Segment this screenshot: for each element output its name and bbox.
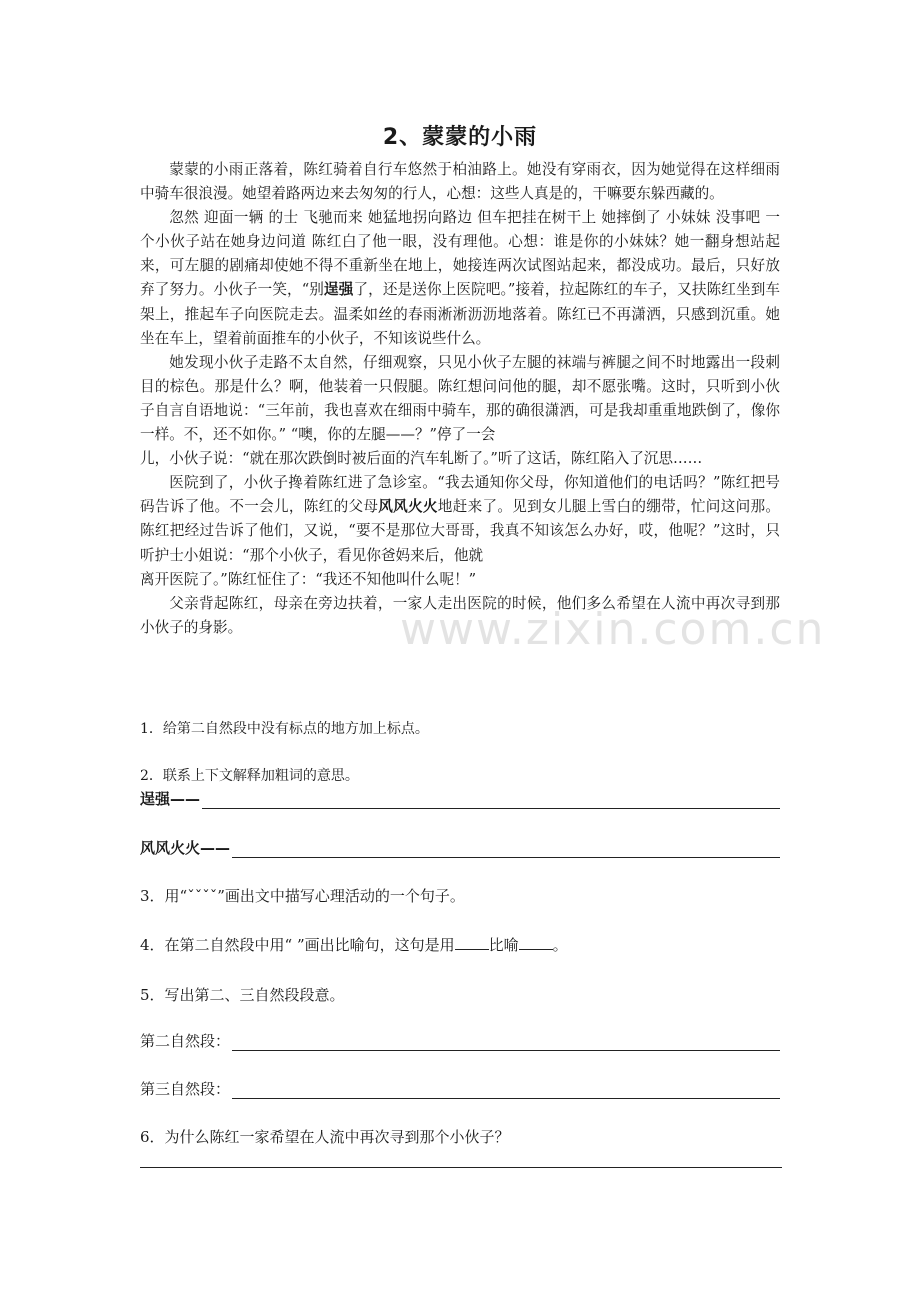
paragraph-4-continued: [140, 568, 780, 592]
paragraph-1-text: 蒙蒙的小雨正落着，陈红骑着自行车悠然于柏油路上。她没有穿雨衣，因为她觉得在这样细雨中骑车很浪漫。她望着路两边来去匆匆的行人，心想：这些人真是的，干嘛要东躲西藏的。: [140, 161, 780, 203]
answer-row-chengqiang: [140, 788, 780, 809]
question-2: 2．联系上下文解释加粗词的意思。: [140, 768, 359, 784]
paragraph-3: [140, 351, 780, 447]
paragraph-4-text-a: 医院到了，小伙子搀着陈红进了急诊室。“我去通知你父母，你知道他们的电话吗？”陈红把号码告诉了他。不一会儿，陈红的父母: [140, 474, 780, 516]
paragraph-5-text: 父亲背起陈红，母亲在旁边扶着，一家人走出医院的时候，他们多么希望在人流中再次寻到那小伙子的身影。: [140, 594, 780, 636]
question-4-text-b: 比喻: [488, 936, 519, 954]
paragraph-3-text-a: 她发现小伙子走路不太自然，仔细观察，只见小伙子左腿的袜端与裤腿之间不时地露出一段刺目的棕色。那是什么？啊，他装着一只假腿。陈红想问问他的腿，却不愿张嘴。这时，只听到小伙子自言自语地说：“三年前，我也喜欢在细雨中骑车，那的确很潇洒，可是我却重重地跌倒了，像你一样。不，还不如你。” “噢，你的左腿——？”停了一会: [140, 353, 780, 444]
question-4-text-a: 4．在第二自然段中用“ ”画出比喻句，这句是用: [140, 936, 455, 954]
para2-label: 第二自然段：: [140, 1032, 231, 1050]
paragraph-1: [140, 158, 780, 206]
answer-row-fengfenghuohuo: [140, 837, 780, 858]
paragraph-4-text-c: 离开医院了。”陈红怔住了：“我还不知他叫什么呢！”: [140, 570, 477, 588]
word-label-fengfenghuohuo: 风风火火——: [140, 839, 231, 857]
question-4-text-c: 。: [552, 936, 568, 954]
question-4: [140, 934, 568, 955]
word-label-chengqiang: 逞强——: [140, 790, 201, 808]
reading-passage: [140, 158, 780, 640]
paragraph-3-continued: [140, 447, 780, 471]
bold-word-fengfenghuohuo: 风风火火: [378, 498, 438, 516]
question-6: 6．为什么陈红一家希望在人流中再次寻到那个小伙子？: [140, 1128, 510, 1146]
paragraph-2-text-b: 了，还是送你上医院吧。”接着，拉起陈红的车子，又扶陈红坐到车架上，推起车子向医院走去。温柔如丝的春雨淅淅沥沥地落着。陈红已不再潇洒，只感到沉重。她坐在车上，望着前面推车的小伙子，不知该说些什么。: [140, 281, 780, 347]
paragraph-5: [140, 592, 780, 640]
answer-blank-2[interactable]: [519, 935, 553, 950]
answer-line-chengqiang[interactable]: [202, 790, 780, 809]
answer-row-para3: [140, 1078, 780, 1099]
paragraph-2-text-a: 忽然 迎面一辆 的士 飞驰而来 她猛地拐向路边 但车把挂在树干上 她摔倒了 小妹妹 没事吧 一个小伙子站在她身边问道 陈红白了他一眼，没有理他。心想：谁是你的小妹妹？她一翻身想站起来，可左腿的剧痛却使她不得不重新坐在地上，她接连两次试图站起来，都没成功。最后，只好放弃了努力。小伙子一笑，“别: [140, 209, 780, 299]
page-title: 2、蒙蒙的小雨: [382, 125, 538, 150]
answer-blank-1[interactable]: [455, 935, 489, 950]
answer-line-fengfenghuohuo[interactable]: [232, 839, 780, 858]
paragraph-2: [140, 206, 780, 351]
paragraph-3-text-b: 儿，小伙子说：“就在那次跌倒时被后面的汽车轧断了。”听了这话，陈红陷入了沉思……: [140, 450, 703, 468]
paragraph-4-text-b: 地赶来了。见到女儿腿上雪白的绷带，忙问这问那。陈红把经过告诉了他们，又说，“要不是那位大哥哥，我真不知该怎么办好，哎，他呢？”这时，只听护士小姐说：“那个小伙子，看见你爸妈来后，他就: [140, 498, 780, 564]
question-3: 3．用“ˇˇˇˇ”画出文中描写心理活动的一个句子。: [140, 887, 465, 905]
paragraph-4: [140, 471, 780, 567]
answer-row-para2: [140, 1030, 780, 1051]
para3-label: 第三自然段：: [140, 1080, 231, 1098]
watermark: www.zixin.com.cn: [400, 604, 826, 655]
answer-line-para3[interactable]: [232, 1080, 780, 1099]
question-1: 1．给第二自然段中没有标点的地方加上标点。: [140, 721, 429, 737]
answer-line-q6[interactable]: [140, 1167, 782, 1168]
bold-word-chengqiang: 逞强: [324, 281, 354, 299]
answer-line-para2[interactable]: [232, 1032, 780, 1051]
question-5: 5．写出第二、三自然段段意。: [140, 986, 345, 1004]
